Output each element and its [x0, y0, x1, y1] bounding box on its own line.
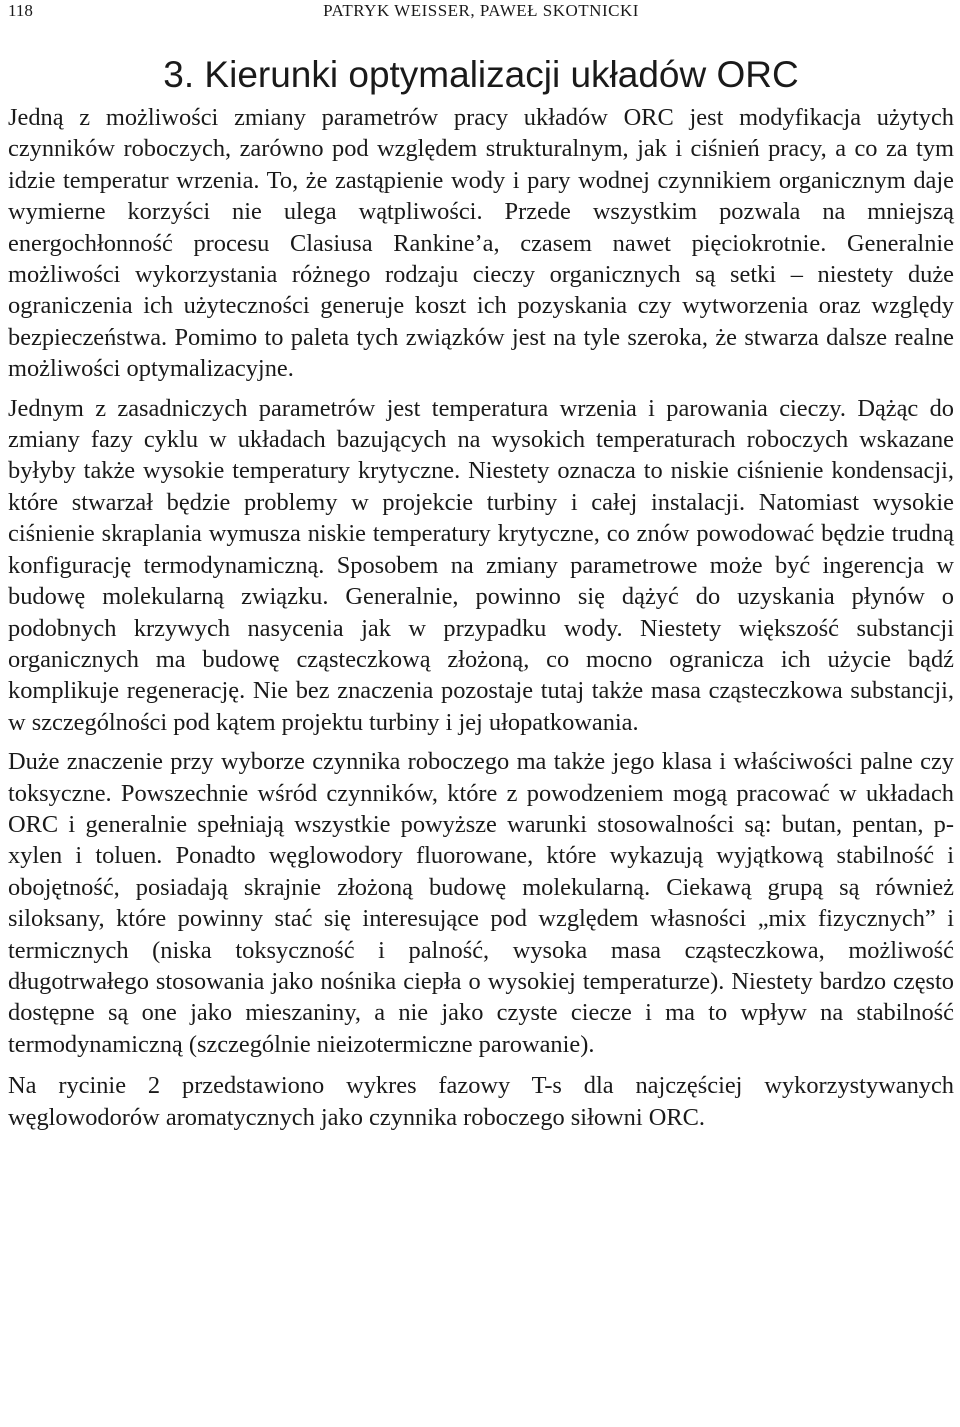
document-page	[8, 0, 954, 1133]
body-paragraph: Jedną z możliwości zmiany parametrów pracy układów ORC jest modyfikacja użytych czynników roboczych, zarówno pod względem strukturalnym, jak i ciśnień pracy, a co za tym idzie temperatur wrzenia. To, że zastąpienie wody i pary wodnej czynnikiem organicznym daje wymierne korzyści nie ulega wątpliwości. Przede wszystkim pozwala na mniejszą energochłonność procesu Clasiusa Rankine’a, czasem nawet pięciokrotnie. Generalnie możliwości wykorzystania różnego rodzaju cieczy organicznych są setki – niestety duże ograniczenia ich użyteczności generuje koszt ich pozyskania czy wytworzenia oraz względy bezpieczeństwa. Pomimo to paleta tych związków jest na tyle szeroka, że stwarza dalsze realne możliwości optymalizacyjne.	[8, 104, 954, 383]
body-paragraph: Jednym z zasadniczych parametrów jest temperatura wrzenia i parowania cieczy. Dążąc do zmiany fazy cyklu w układach bazujących na wysokich temperaturach roboczych wskazane byłyby także wysokie temperatury krytyczne. Niestety oznacza to niskie ciśnienie kondensacji, które stwarzał będzie problemy w projekcie turbiny i całej instalacji. Natomiast wysokie ciśnienie skraplania wymusza niskie temperatury krytyczne, co znów powodować będzie trudną konfigurację termodynamiczną. Sposobem na zmiany parametrowe może być ingerencja w budowę molekularną związku. Generalnie, powinno się dążyć do uzyskania płynów o podobnych krzywych nasycenia jak w przypadku wody. Niestety większość substancji organicznych ma budowę cząsteczkową złożoną, co mocno ogranicza ich użycie bądź komplikuje regenerację. Nie bez znaczenia pozostaje tutaj także masa cząsteczkowa substancji, w szczególności pod kątem projektu turbiny i jej ułopatkowania.	[8, 394, 954, 736]
body-paragraph: Duże znaczenie przy wyborze czynnika roboczego ma także jego klasa i właściwości palne czy toksyczne. Powszechnie wśród czynników, które z powodzeniem mogą pracować w układach ORC i generalnie spełniają wszystkie powyższe warunki stosowalności są: butan, pentan, p-xylen i toluen. Ponadto węglowodory fluorowane, które wykazują wyjątkową stabilność i obojętność, posiadają skrajnie złożoną budowę molekularną. Ciekawą grupą są również siloksany, które powinny stać się interesujące pod względem własności „mix fizycznych” i termicznych (niska toksyczność i palność, wysoka masa cząsteczkowa, możliwość długotrwałego stosowania jako nośnika ciepła o wysokiej temperaturze). Niestety bardzo często dostępne są one jako mieszaniny, a nie jako czyste ciecze i ma to wpływ na stabilność termodynamiczną (szczególnie nieizotermiczne parowanie).	[8, 748, 954, 1058]
running-header-authors: PATRYK WEISSER, PAWEŁ SKOTNICKI	[323, 1, 639, 20]
running-header	[8, 0, 954, 32]
body-paragraph: Na rycinie 2 przedstawiono wykres fazowy T-s dla najczęściej wykorzystywanych węglowodorów aromatycznych jako czynnika roboczego siłowni ORC.	[8, 1072, 954, 1131]
page-number: 118	[8, 1, 33, 20]
section-heading: 3. Kierunki optymalizacji układów ORC	[163, 54, 799, 95]
